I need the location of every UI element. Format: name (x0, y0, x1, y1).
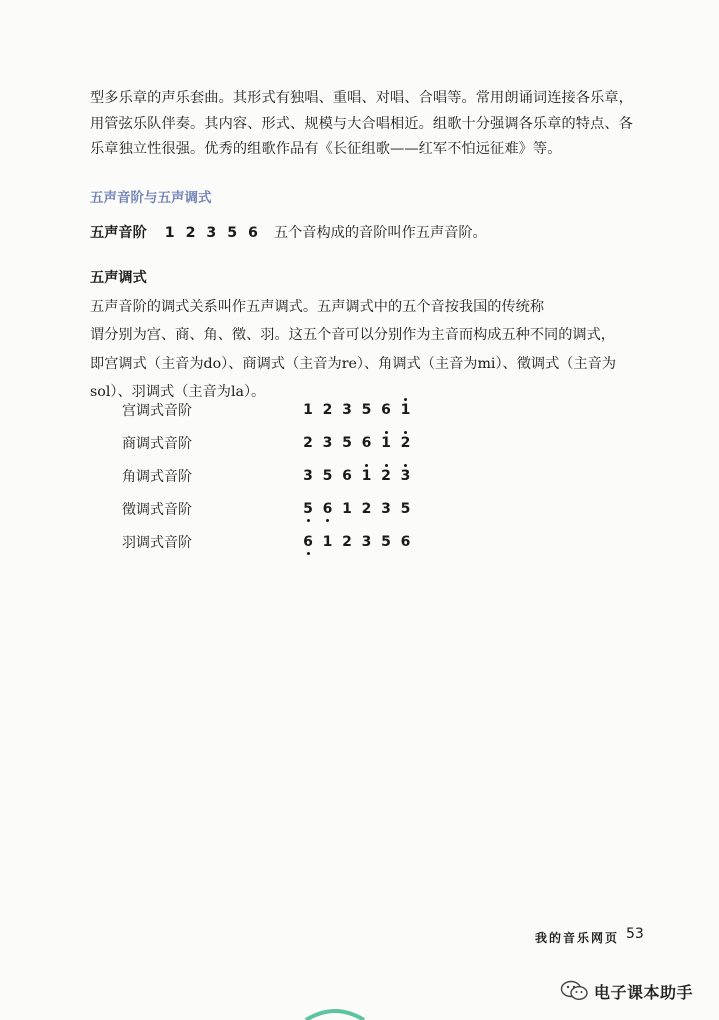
note-high-octave: 3 (400, 468, 411, 484)
pentatonic-notes: 1 2 3 5 6 (164, 225, 258, 241)
note-high-octave: 1 (400, 402, 411, 418)
mode-line: sol）、羽调式（主音为la）。 (90, 384, 266, 400)
note-high-octave: 1 (381, 435, 391, 451)
mode-line: 即宫调式（主音为do）、商调式（主音为re）、角调式（主音为mi）、徵调式（主音为 (90, 355, 617, 372)
intro-line: 乐章独立性很强。优秀的组歌作品有《长征组歌——红军不怕远征难》等。 (90, 141, 562, 157)
term-pentatonic-mode: 五声调式 (90, 270, 147, 286)
pentatonic-scale-text: 五个音构成的音阶叫作五声音阶。 (273, 225, 487, 241)
note-high-octave: 1 (361, 468, 372, 484)
scale-name: 徵调式音阶 (122, 502, 192, 518)
wechat-icon (560, 980, 590, 1002)
scale-name: 商调式音阶 (122, 436, 192, 452)
note: 6 (342, 468, 352, 484)
pentatonic-mode-definition (90, 264, 656, 407)
note: 6 (381, 402, 391, 418)
mode-line-text: 五声音阶的调式关系叫作五声调式。五声调式中的五个音按我国的传统称 (90, 298, 545, 315)
note: 6 (361, 435, 372, 451)
note: 1 (322, 534, 333, 550)
note: 2 (303, 435, 313, 451)
note: 2 (361, 501, 372, 517)
note: 5 (361, 402, 372, 418)
note: 3 (361, 534, 372, 550)
note-low-octave: 5 (303, 501, 313, 517)
scale-name: 羽调式音阶 (122, 535, 192, 551)
note-low-octave: 6 (303, 534, 313, 550)
intro-line: 用管弦乐队伴奏。其内容、形式、规模与大合唱相近。组歌十分强调各乐章的特点、各 (90, 115, 633, 132)
note: 2 (342, 534, 352, 550)
scale-name: 角调式音阶 (122, 469, 192, 485)
note: 3 (303, 468, 313, 484)
note-high-octave: 2 (381, 468, 391, 484)
term-pentatonic-scale: 五声音阶 (90, 225, 147, 241)
intro-line: 型多乐章的声乐套曲。其形式有独唱、重唱、对唱、合唱等。常用朗诵词连接各乐章， (90, 90, 633, 106)
note: 5 (381, 534, 391, 550)
note: 3 (381, 501, 391, 517)
intro-paragraph (90, 86, 652, 163)
running-title: 我的音乐网页 (535, 931, 620, 945)
watermark-text: 电子课本助手 (594, 983, 694, 1002)
note: 3 (322, 435, 333, 451)
note: 1 (342, 501, 352, 517)
mode-line: 谓分别为宫、商、角、徵、羽。这五个音可以分别作为主音而构成五种不同的调式， (90, 327, 615, 343)
note: 1 (303, 402, 313, 418)
mode-line (90, 264, 656, 321)
note: 5 (400, 501, 411, 517)
section-title: 五声音阶与五声调式 (90, 190, 212, 206)
note-low-octave: 6 (322, 501, 333, 517)
note: 2 (322, 402, 333, 418)
decorative-arc (300, 1006, 370, 1020)
scale-name: 宫调式音阶 (122, 403, 192, 419)
note: 5 (322, 468, 333, 484)
pentatonic-scale-definition (90, 222, 487, 242)
note: 6 (400, 534, 411, 550)
page-number: 53 (626, 926, 644, 942)
note-high-octave: 2 (400, 435, 411, 451)
note: 3 (342, 402, 352, 418)
note: 5 (342, 435, 352, 451)
